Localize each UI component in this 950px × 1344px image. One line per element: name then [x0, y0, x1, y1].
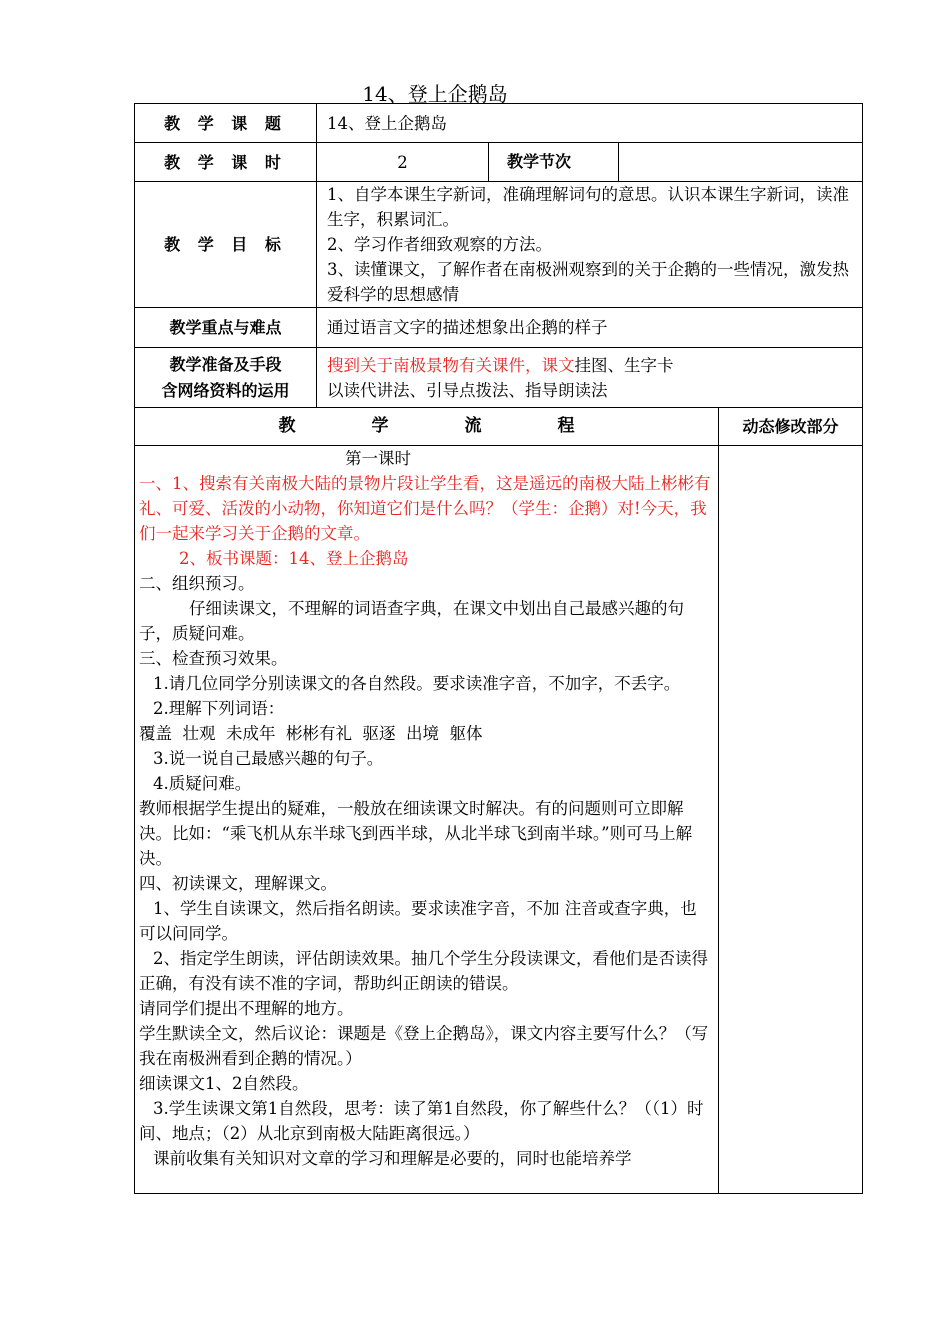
side-header: 动态修改部分 — [719, 408, 863, 446]
section-3-item-3: 3.说一说自己最感兴趣的句子。 — [153, 749, 384, 768]
section-3-item-4: 4.质疑问难。 — [153, 774, 252, 793]
hours-row — [135, 143, 863, 182]
hours-label: 教 学 课 时 — [135, 143, 317, 182]
section-2-heading: 二、组织预习。 — [139, 574, 255, 593]
key-value: 通过语言文字的描述想象出企鹅的样子 — [317, 308, 863, 348]
key-label: 教学重点与难点 — [135, 308, 317, 348]
session-label: 教学节次 — [489, 143, 619, 182]
prep-label-line: 含网络资料的运用 — [161, 380, 290, 400]
section-3-item-4-body: 教师根据学生提出的疑难，一般放在细读课文时解决。有的问题则可立即解决。比如：“乘飞机从东半球飞到西半球，从北半球飞到南半球。”则可马上解决。 — [139, 799, 693, 868]
page-title: 14、登上企鹅岛 — [362, 82, 508, 106]
prep-row — [135, 348, 863, 408]
goal-item: 1、自学本课生字新词，准确理解词句的意思。认识本课生字新词，读准生字，积累词汇。 — [327, 185, 849, 229]
section-4-item-1: 1、学生自读课文，然后指名朗读。要求读准字音，不加 注音或查字典，也可以问同学。 — [139, 899, 697, 943]
goals-value — [317, 182, 863, 308]
prep-value — [317, 348, 863, 408]
side-notes — [719, 446, 863, 1194]
section-4-item-3: 请同学们提出不理解的地方。 — [139, 999, 354, 1018]
prep-methods: 以读代讲法、引导点拨法、指导朗读法 — [327, 380, 608, 400]
section-3-item-1: 1.请几位同学分别读课文的各自然段。要求读准字音，不加字，不丢字。 — [153, 674, 681, 693]
section-3-heading: 三、检查预习效果。 — [139, 649, 288, 668]
section-3-item-2: 2.理解下列词语： — [153, 699, 285, 718]
session-value — [619, 143, 863, 182]
flow-body-row — [135, 446, 863, 1194]
hours-value: 2 — [317, 143, 489, 182]
prep-black-text: 挂图、生字卡 — [574, 355, 674, 375]
topic-row — [135, 104, 863, 143]
section-3-words: 覆盖 壮观 未成年 彬彬有礼 驱逐 出境 躯体 — [139, 724, 483, 743]
prep-red-text: 搜到关于南极景物有关课件，课文 — [327, 355, 575, 375]
section-2-body: 仔细读课文，不理解的词语查字典，在课文中划出自己最感兴趣的句子，质疑问难。 — [139, 599, 684, 643]
flow-header-row — [135, 408, 863, 446]
section-4-item-2: 2、指定学生朗读，评估朗读效果。抽几个学生分段读课文，看他们是否读得正确，有没有读不准的字词，帮助纠正朗读的错误。 — [139, 949, 708, 993]
lesson-title: 第一课时 — [345, 449, 411, 468]
goals-label: 教 学 目 标 — [135, 182, 317, 308]
lesson-plan-table — [134, 103, 863, 1194]
key-row — [135, 308, 863, 348]
part1-text: 一、1、搜索有关南极大陆的景物片段让学生看，这是遥远的南极大陆上彬彬有礼、可爱、活泼的小动物，你知道它们是什么吗？（学生：企鹅）对!今天，我们一起来学习关于企鹅的文章。 — [139, 474, 711, 543]
part1-board: 2、板书课题：14、登上企鹅岛 — [179, 549, 409, 568]
goals-row — [135, 182, 863, 308]
section-4-item-6: 3.学生读课文第1自然段，思考：读了第1自然段，你了解些什么？（（1）时间、地点；（2）从北京到南极大陆距离很远。） — [139, 1099, 704, 1143]
topic-value: 14、登上企鹅岛 — [317, 104, 863, 143]
section-4-item-7: 课前收集有关知识对文章的学习和理解是必要的，同时也能培养学 — [153, 1149, 632, 1168]
section-4-heading: 四、初读课文，理解课文。 — [139, 874, 337, 893]
flow-body — [135, 446, 719, 1194]
prep-label — [135, 348, 317, 408]
section-4-item-5: 细读课文1、2自然段。 — [139, 1074, 309, 1093]
flow-header: 教 学 流 程 — [135, 408, 719, 446]
section-4-item-4: 学生默读全文，然后议论：课题是《登上企鹅岛》，课文内容主要写什么？（写我在南极洲看到企鹅的情况。） — [139, 1024, 709, 1068]
goal-item: 3、读懂课文，了解作者在南极洲观察到的关于企鹅的一些情况，激发热爱科学的思想感情 — [327, 260, 849, 304]
prep-label-line: 教学准备及手段 — [169, 354, 282, 374]
goal-item: 2、学习作者细致观察的方法。 — [327, 235, 552, 254]
topic-label: 教 学 课 题 — [135, 104, 317, 143]
